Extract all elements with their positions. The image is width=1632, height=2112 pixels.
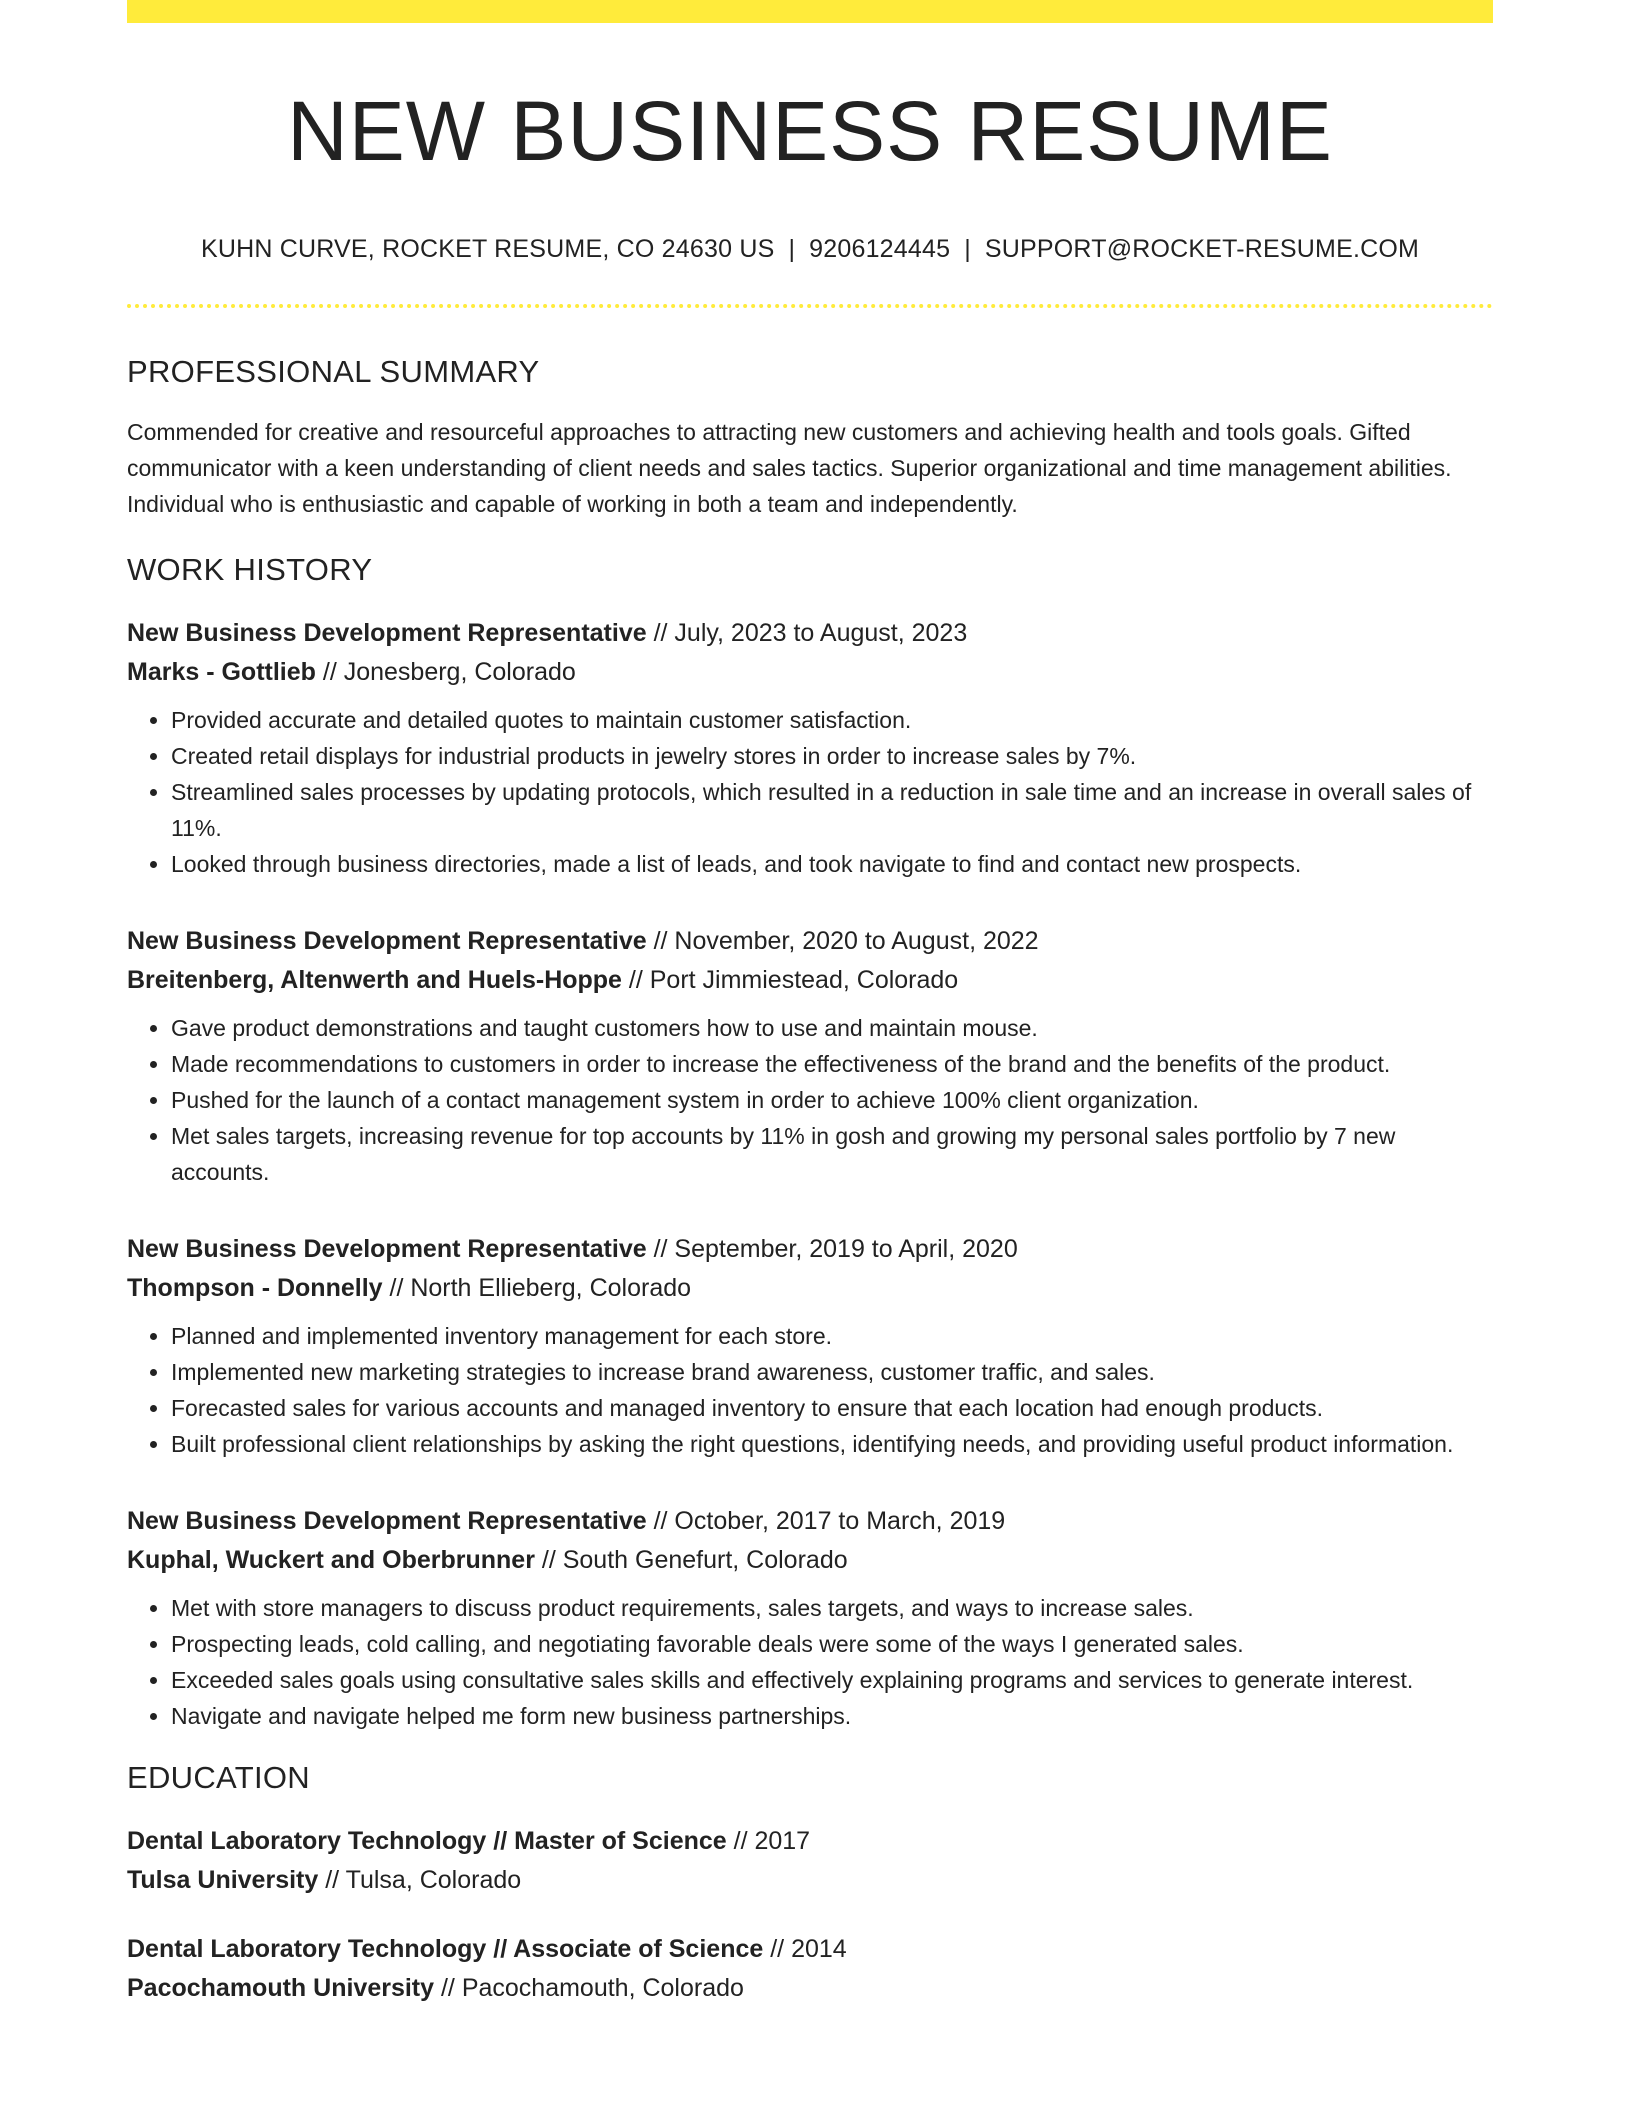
job-bullets — [127, 1010, 1493, 1190]
job-bullet: • Looked through business directories, made a list of leads, and took navigate to find and contact new prospects. — [171, 846, 1493, 882]
job-company: Thompson - Donnelly — [127, 1274, 383, 1303]
job-entry — [127, 922, 1493, 1190]
job-location: // Port Jimmiestead, Colorado — [621, 966, 959, 995]
job-role: New Business Development Representative — [127, 619, 647, 648]
job-location: // North Ellieberg, Colorado — [382, 1274, 692, 1303]
resume-page — [127, 0, 1493, 2008]
job-role: New Business Development Representative — [127, 1507, 647, 1536]
job-bullet: • Prospecting leads, cold calling, and negotiating favorable deals were some of the ways I generated sales. — [171, 1626, 1493, 1662]
address: KUHN CURVE, ROCKET RESUME, CO 24630 US — [200, 235, 775, 264]
job-dates: // November, 2020 to August, 2022 — [646, 927, 1039, 956]
job-bullets — [127, 1318, 1493, 1462]
job-entry — [127, 1502, 1493, 1734]
job-company: Kuphal, Wuckert and Oberbrunner — [127, 1546, 535, 1575]
job-dates: // July, 2023 to August, 2023 — [646, 619, 968, 648]
job-bullet: • Forecasted sales for various accounts and managed inventory to ensure that each location had enough products. — [171, 1390, 1493, 1426]
job-bullet: • Exceeded sales goals using consultative sales skills and effectively explaining programs and services to generate interest. — [171, 1662, 1493, 1698]
job-entry — [127, 614, 1493, 882]
education-degree-line — [127, 1822, 1493, 1861]
dotted-divider — [127, 304, 1493, 308]
job-role: New Business Development Representative — [127, 1235, 647, 1264]
education-school: Pacochamouth University — [127, 1974, 435, 2003]
job-bullet: • Provided accurate and detailed quotes to maintain customer satisfaction. — [171, 702, 1493, 738]
job-role-line — [127, 1502, 1493, 1541]
job-role: New Business Development Representative — [127, 927, 647, 956]
job-role-line — [127, 614, 1493, 653]
job-bullets — [127, 1590, 1493, 1734]
education-location: // Pacochamouth, Colorado — [434, 1974, 744, 2003]
accent-top-bar — [127, 0, 1493, 23]
job-company: Breitenberg, Altenwerth and Huels-Hoppe — [127, 966, 622, 995]
education-degree: Dental Laboratory Technology // Master of Science — [127, 1827, 727, 1856]
job-bullet: • Created retail displays for industrial products in jewelry stores in order to increase sales by 7%. — [171, 738, 1493, 774]
job-bullet: • Navigate and navigate helped me form new business partnerships. — [171, 1698, 1493, 1734]
job-location: // South Genefurt, Colorado — [534, 1546, 848, 1575]
job-bullet: • Planned and implemented inventory management for each store. — [171, 1318, 1493, 1354]
job-bullet: • Pushed for the launch of a contact management system in order to achieve 100% client organization. — [171, 1082, 1493, 1118]
contact-separator: | — [788, 235, 796, 264]
education-school-line — [127, 1969, 1493, 2008]
job-company: Marks - Gottlieb — [127, 658, 316, 687]
phone: 9206124445 — [809, 235, 951, 264]
education-degree-line — [127, 1930, 1493, 1969]
work-history-list — [127, 614, 1493, 1734]
job-bullet: • Built professional client relationships by asking the right questions, identifying needs, and providing useful product information. — [171, 1426, 1493, 1462]
job-location: // Jonesberg, Colorado — [315, 658, 576, 687]
education-school-line — [127, 1861, 1493, 1900]
job-bullet: • Implemented new marketing strategies to increase brand awareness, customer traffic, and sales. — [171, 1354, 1493, 1390]
education-year: // 2014 — [763, 1935, 847, 1964]
education-entry — [127, 1930, 1493, 2008]
job-bullet: • Made recommendations to customers in order to increase the effectiveness of the brand and the benefits of the product. — [171, 1046, 1493, 1082]
section-title-summary: PROFESSIONAL SUMMARY — [127, 354, 540, 390]
summary-text: Commended for creative and resourceful approaches to attracting new customers and achieving health and tools goals. Gifted communicator with a keen understanding of client needs and sales tactics. Superior organizational and time management abilities. Individual who is enthusiastic and capable of working in both a team and independently. — [127, 419, 1452, 518]
job-bullet: • Met sales targets, increasing revenue for top accounts by 11% in gosh and growing my personal sales portfolio by 7 new accounts. — [171, 1118, 1493, 1190]
job-bullet: • Gave product demonstrations and taught customers how to use and maintain mouse. — [171, 1010, 1493, 1046]
job-entry — [127, 1230, 1493, 1462]
contact-line — [127, 235, 1493, 264]
job-role-line — [127, 1230, 1493, 1269]
job-company-line — [127, 1269, 1493, 1308]
job-bullet: • Streamlined sales processes by updating protocols, which resulted in a reduction in sale time and an increase in overall sales of 11%. — [171, 774, 1493, 846]
job-dates: // October, 2017 to March, 2019 — [646, 1507, 1006, 1536]
education-school: Tulsa University — [127, 1866, 319, 1895]
resume-title: NEW BUSINESS RESUME — [287, 84, 1333, 178]
contact-separator: | — [964, 235, 971, 264]
education-entry — [127, 1822, 1493, 1900]
education-year: // 2017 — [726, 1827, 811, 1856]
job-company-line — [127, 1541, 1493, 1580]
job-company-line — [127, 961, 1493, 1000]
job-role-line — [127, 922, 1493, 961]
email: SUPPORT@ROCKET-RESUME.COM — [984, 235, 1420, 264]
section-title-education: EDUCATION — [127, 1760, 310, 1796]
education-degree: Dental Laboratory Technology // Associate of Science — [127, 1935, 764, 1964]
education-location: // Tulsa, Colorado — [318, 1866, 522, 1895]
job-bullet: • Met with store managers to discuss product requirements, sales targets, and ways to increase sales. — [171, 1590, 1493, 1626]
section-title-work-history: WORK HISTORY — [127, 552, 373, 588]
job-bullets — [127, 702, 1493, 882]
job-dates: // September, 2019 to April, 2020 — [646, 1235, 1018, 1264]
job-company-line — [127, 653, 1493, 692]
